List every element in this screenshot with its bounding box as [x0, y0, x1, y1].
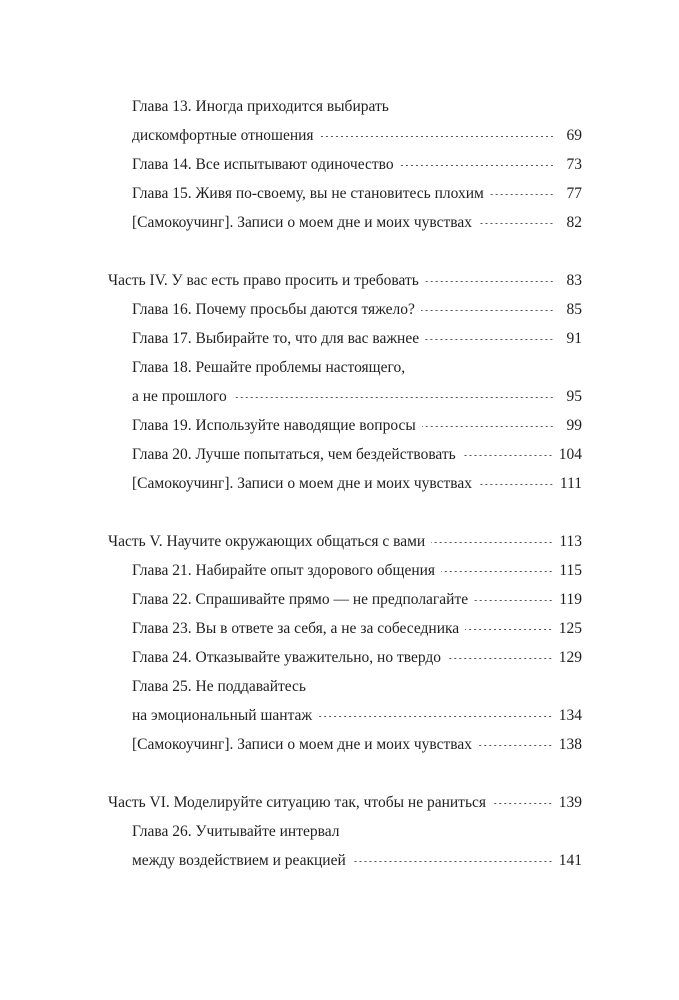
- chapter-title: Глава 15. Живя по-своему, вы не становитесь плохим: [132, 185, 484, 202]
- table-of-contents: [108, 92, 582, 875]
- dot-leader: [425, 339, 554, 340]
- part-5: [108, 527, 582, 556]
- chapter-26: [108, 817, 582, 875]
- dot-leader: [490, 194, 554, 195]
- self-coaching-2: [108, 469, 582, 498]
- dot-leader: [320, 136, 554, 137]
- chapter-title: Глава 20. Лучше попытаться, чем бездействовать: [132, 446, 456, 463]
- page-number: 139: [558, 794, 582, 811]
- dot-leader: [318, 716, 553, 717]
- part-title: Часть V. Научите окружающих общаться с вами: [108, 533, 426, 550]
- page-number: 83: [566, 272, 582, 289]
- dot-leader: [447, 658, 553, 659]
- section-gap: [108, 237, 582, 266]
- chapter-23: [108, 614, 582, 643]
- part-6: [108, 788, 582, 817]
- page-number: 113: [559, 533, 582, 550]
- dot-leader: [462, 455, 553, 456]
- chapter-18: [108, 353, 582, 411]
- dot-leader: [431, 542, 553, 543]
- page-number: 134: [558, 707, 582, 724]
- dot-leader: [492, 803, 553, 804]
- chapter-title: Глава 16. Почему просьбы даются тяжело?: [132, 301, 415, 318]
- dot-leader: [421, 310, 554, 311]
- chapter-title-line: между воздействием и реакцией: [132, 852, 346, 869]
- page-number: 95: [566, 388, 582, 405]
- part-title: Часть IV. У вас есть право просить и требовать: [108, 272, 419, 289]
- chapter-title: [Самокоучинг]. Записи о моем дне и моих чувствах: [132, 736, 473, 753]
- page-number: 82: [566, 214, 582, 231]
- chapter-24: [108, 643, 582, 672]
- chapter-title-line: Глава 13. Иногда приходится выбирать: [132, 98, 389, 115]
- chapter-19: [108, 411, 582, 440]
- part-title: Часть VI. Моделируйте ситуацию так, чтобы не раниться: [108, 794, 487, 811]
- dot-leader: [422, 426, 554, 427]
- page-number: 69: [566, 127, 582, 144]
- page-number: 77: [566, 185, 582, 202]
- page-number: 91: [566, 330, 582, 347]
- part-4: [108, 266, 582, 295]
- page-number: 99: [566, 417, 582, 434]
- dot-leader: [233, 397, 554, 398]
- page-number: 85: [566, 301, 582, 318]
- page-number: 104: [558, 446, 582, 463]
- chapter-title-line: Глава 26. Учитывайте интервал: [132, 823, 340, 840]
- chapter-21: [108, 556, 582, 585]
- dot-leader: [478, 745, 553, 746]
- dot-leader: [400, 165, 554, 166]
- chapter-title: Глава 14. Все испытывают одиночество: [132, 156, 394, 173]
- self-coaching-1: [108, 208, 582, 237]
- dot-leader: [474, 600, 553, 601]
- chapter-title-line: а не прошлого: [132, 388, 227, 405]
- dot-leader: [465, 629, 553, 630]
- page-number: 138: [558, 736, 582, 753]
- chapter-13: [108, 92, 582, 150]
- chapter-title-line: Глава 18. Решайте проблемы настоящего,: [132, 359, 406, 376]
- self-coaching-3: [108, 730, 582, 759]
- chapter-title-line: дискомфортные отношения: [132, 127, 314, 144]
- chapter-title: Глава 24. Отказывайте уважительно, но твердо: [132, 649, 442, 666]
- chapter-title: Глава 23. Вы в ответе за себя, а не за собеседника: [132, 620, 460, 637]
- chapter-15: [108, 179, 582, 208]
- dot-leader: [352, 861, 553, 862]
- chapter-title: [Самокоучинг]. Записи о моем дне и моих чувствах: [132, 475, 473, 492]
- chapter-title: Глава 21. Набирайте опыт здорового общения: [132, 562, 436, 579]
- page-number: 129: [558, 649, 582, 666]
- dot-leader: [478, 484, 554, 485]
- dot-leader: [425, 281, 554, 282]
- chapter-title: Глава 19. Используйте наводящие вопросы: [132, 417, 416, 434]
- page-number: 119: [559, 591, 582, 608]
- page-number: 125: [558, 620, 582, 637]
- chapter-title: Глава 22. Спрашивайте прямо — не предполагайте: [132, 591, 469, 608]
- section-gap: [108, 759, 582, 788]
- dot-leader: [441, 571, 553, 572]
- chapter-22: [108, 585, 582, 614]
- page-number: 73: [566, 156, 582, 173]
- chapter-14: [108, 150, 582, 179]
- chapter-title: [Самокоучинг]. Записи о моем дне и моих чувствах: [132, 214, 473, 231]
- chapter-title-line: на эмоциональный шантаж: [132, 707, 313, 724]
- dot-leader: [478, 223, 554, 224]
- chapter-20: [108, 440, 582, 469]
- section-gap: [108, 498, 582, 527]
- page-number: 141: [558, 852, 582, 869]
- chapter-title-line: Глава 25. Не поддавайтесь: [132, 678, 307, 695]
- chapter-16: [108, 295, 582, 324]
- chapter-25: [108, 672, 582, 730]
- page-number: 115: [559, 562, 582, 579]
- chapter-title: Глава 17. Выбирайте то, что для вас важнее: [132, 330, 420, 347]
- chapter-17: [108, 324, 582, 353]
- page-number: 111: [559, 475, 582, 492]
